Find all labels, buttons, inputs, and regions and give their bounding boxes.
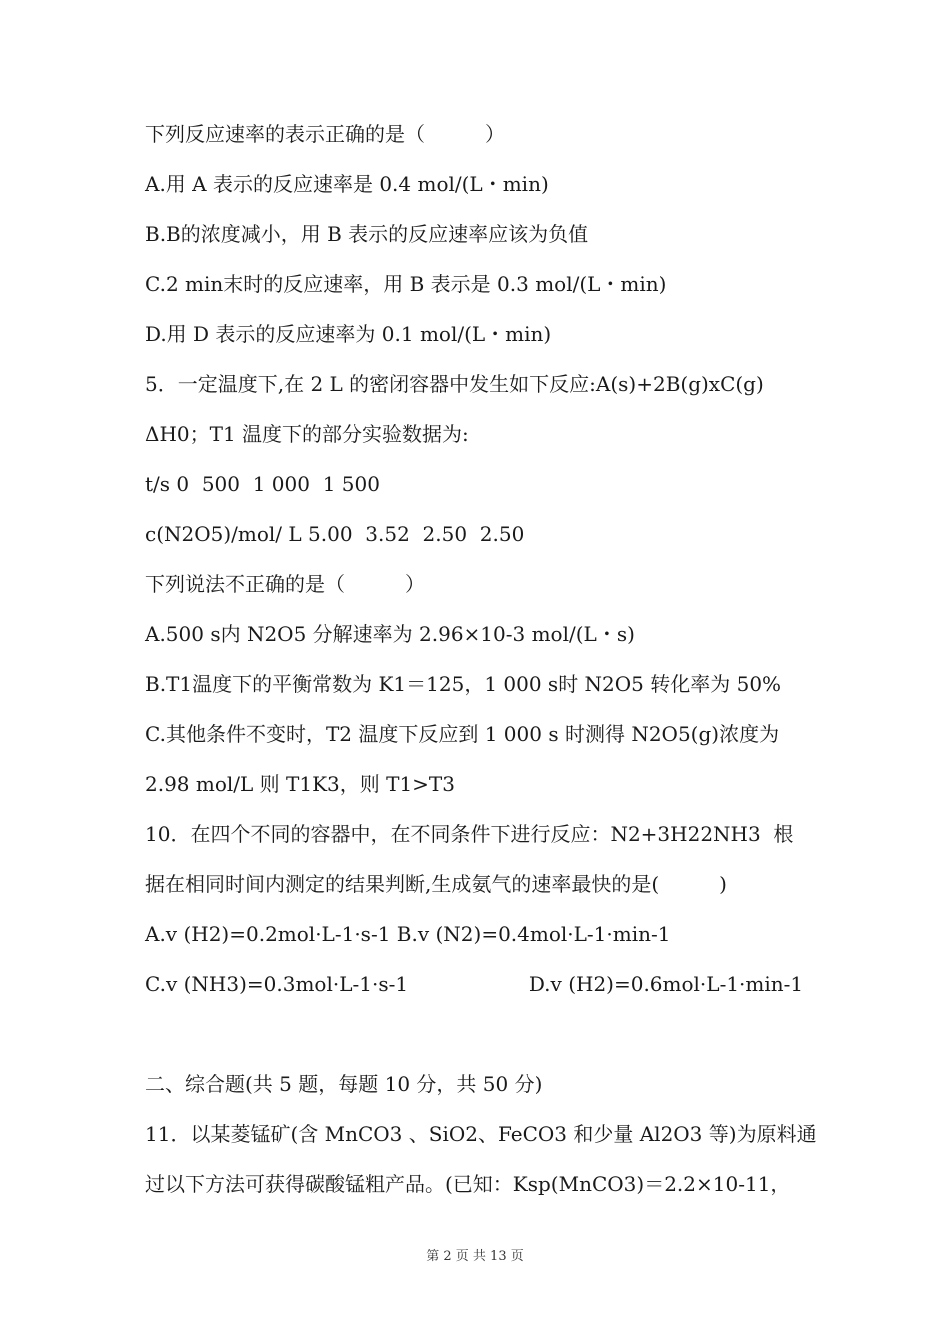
- option-c: C.2 min末时的反应速率，用 B 表示是 0.3 mol/(L・min): [145, 272, 667, 296]
- question-prompt: 下列反应速率的表示正确的是（ ）: [145, 122, 505, 146]
- option-a: A.用 A 表示的反应速率是 0.4 mol/(L・min): [145, 172, 549, 196]
- q10-options-ab: A.v (H2)=0.2mol·L-1·s-1 B.v (N2)=0.4mol·L-1·min-1: [145, 922, 671, 946]
- question-5-stem-cont: ΔH0；T1 温度下的部分实验数据为:: [145, 422, 469, 446]
- option-b: B.B的浓度减小，用 B 表示的反应速率应该为负值: [145, 222, 589, 246]
- question-11-stem-cont: 过以下方法可获得碳酸锰粗产品。(已知：Ksp(MnCO3)＝2.2×10-11，: [145, 1172, 791, 1196]
- q5-option-c-cont: 2.98 mol/L 则 T1K3，则 T1>T3: [145, 772, 455, 796]
- page-footer: 第 2 页 共 13 页: [426, 1249, 524, 1264]
- question-10-stem-cont: 据在相同时间内测定的结果判断,生成氨气的速率最快的是( ): [145, 872, 727, 896]
- data-row-time: t/s 0 500 1 000 1 500: [145, 472, 380, 496]
- q5-option-a: A.500 s内 N2O5 分解速率为 2.96×10-3 mol/(L・s): [145, 622, 635, 646]
- q5-option-c: C.其他条件不变时，T2 温度下反应到 1 000 s 时测得 N2O5(g)浓度为: [145, 722, 780, 746]
- q10-options-cd: C.v (NH3)=0.3mol·L-1·s-1 D.v (H2)=0.6mol·L-1·min-1: [145, 972, 804, 996]
- q5-option-b: B.T1温度下的平衡常数为 K1＝125，1 000 s时 N2O5 转化率为 50%: [145, 672, 782, 696]
- data-row-concentration: c(N2O5)/mol/ L 5.00 3.52 2.50 2.50: [145, 522, 525, 546]
- question-11-stem: 11．以某菱锰矿(含 MnCO3 、SiO2、FeCO3 和少量 Al2O3 等)为原料通: [145, 1122, 817, 1146]
- question-5-prompt: 下列说法不正确的是（ ）: [145, 572, 425, 596]
- question-10-stem: 10．在四个不同的容器中，在不同条件下进行反应：N2+3H22NH3 根: [145, 822, 794, 846]
- section-heading: 二、综合题(共 5 题，每题 10 分，共 50 分): [145, 1072, 543, 1096]
- option-d: D.用 D 表示的反应速率为 0.1 mol/(L・min): [145, 322, 552, 346]
- question-5-stem: 5．一定温度下,在 2 L 的密闭容器中发生如下反应:A(s)+2B(g)xC(g): [145, 372, 764, 396]
